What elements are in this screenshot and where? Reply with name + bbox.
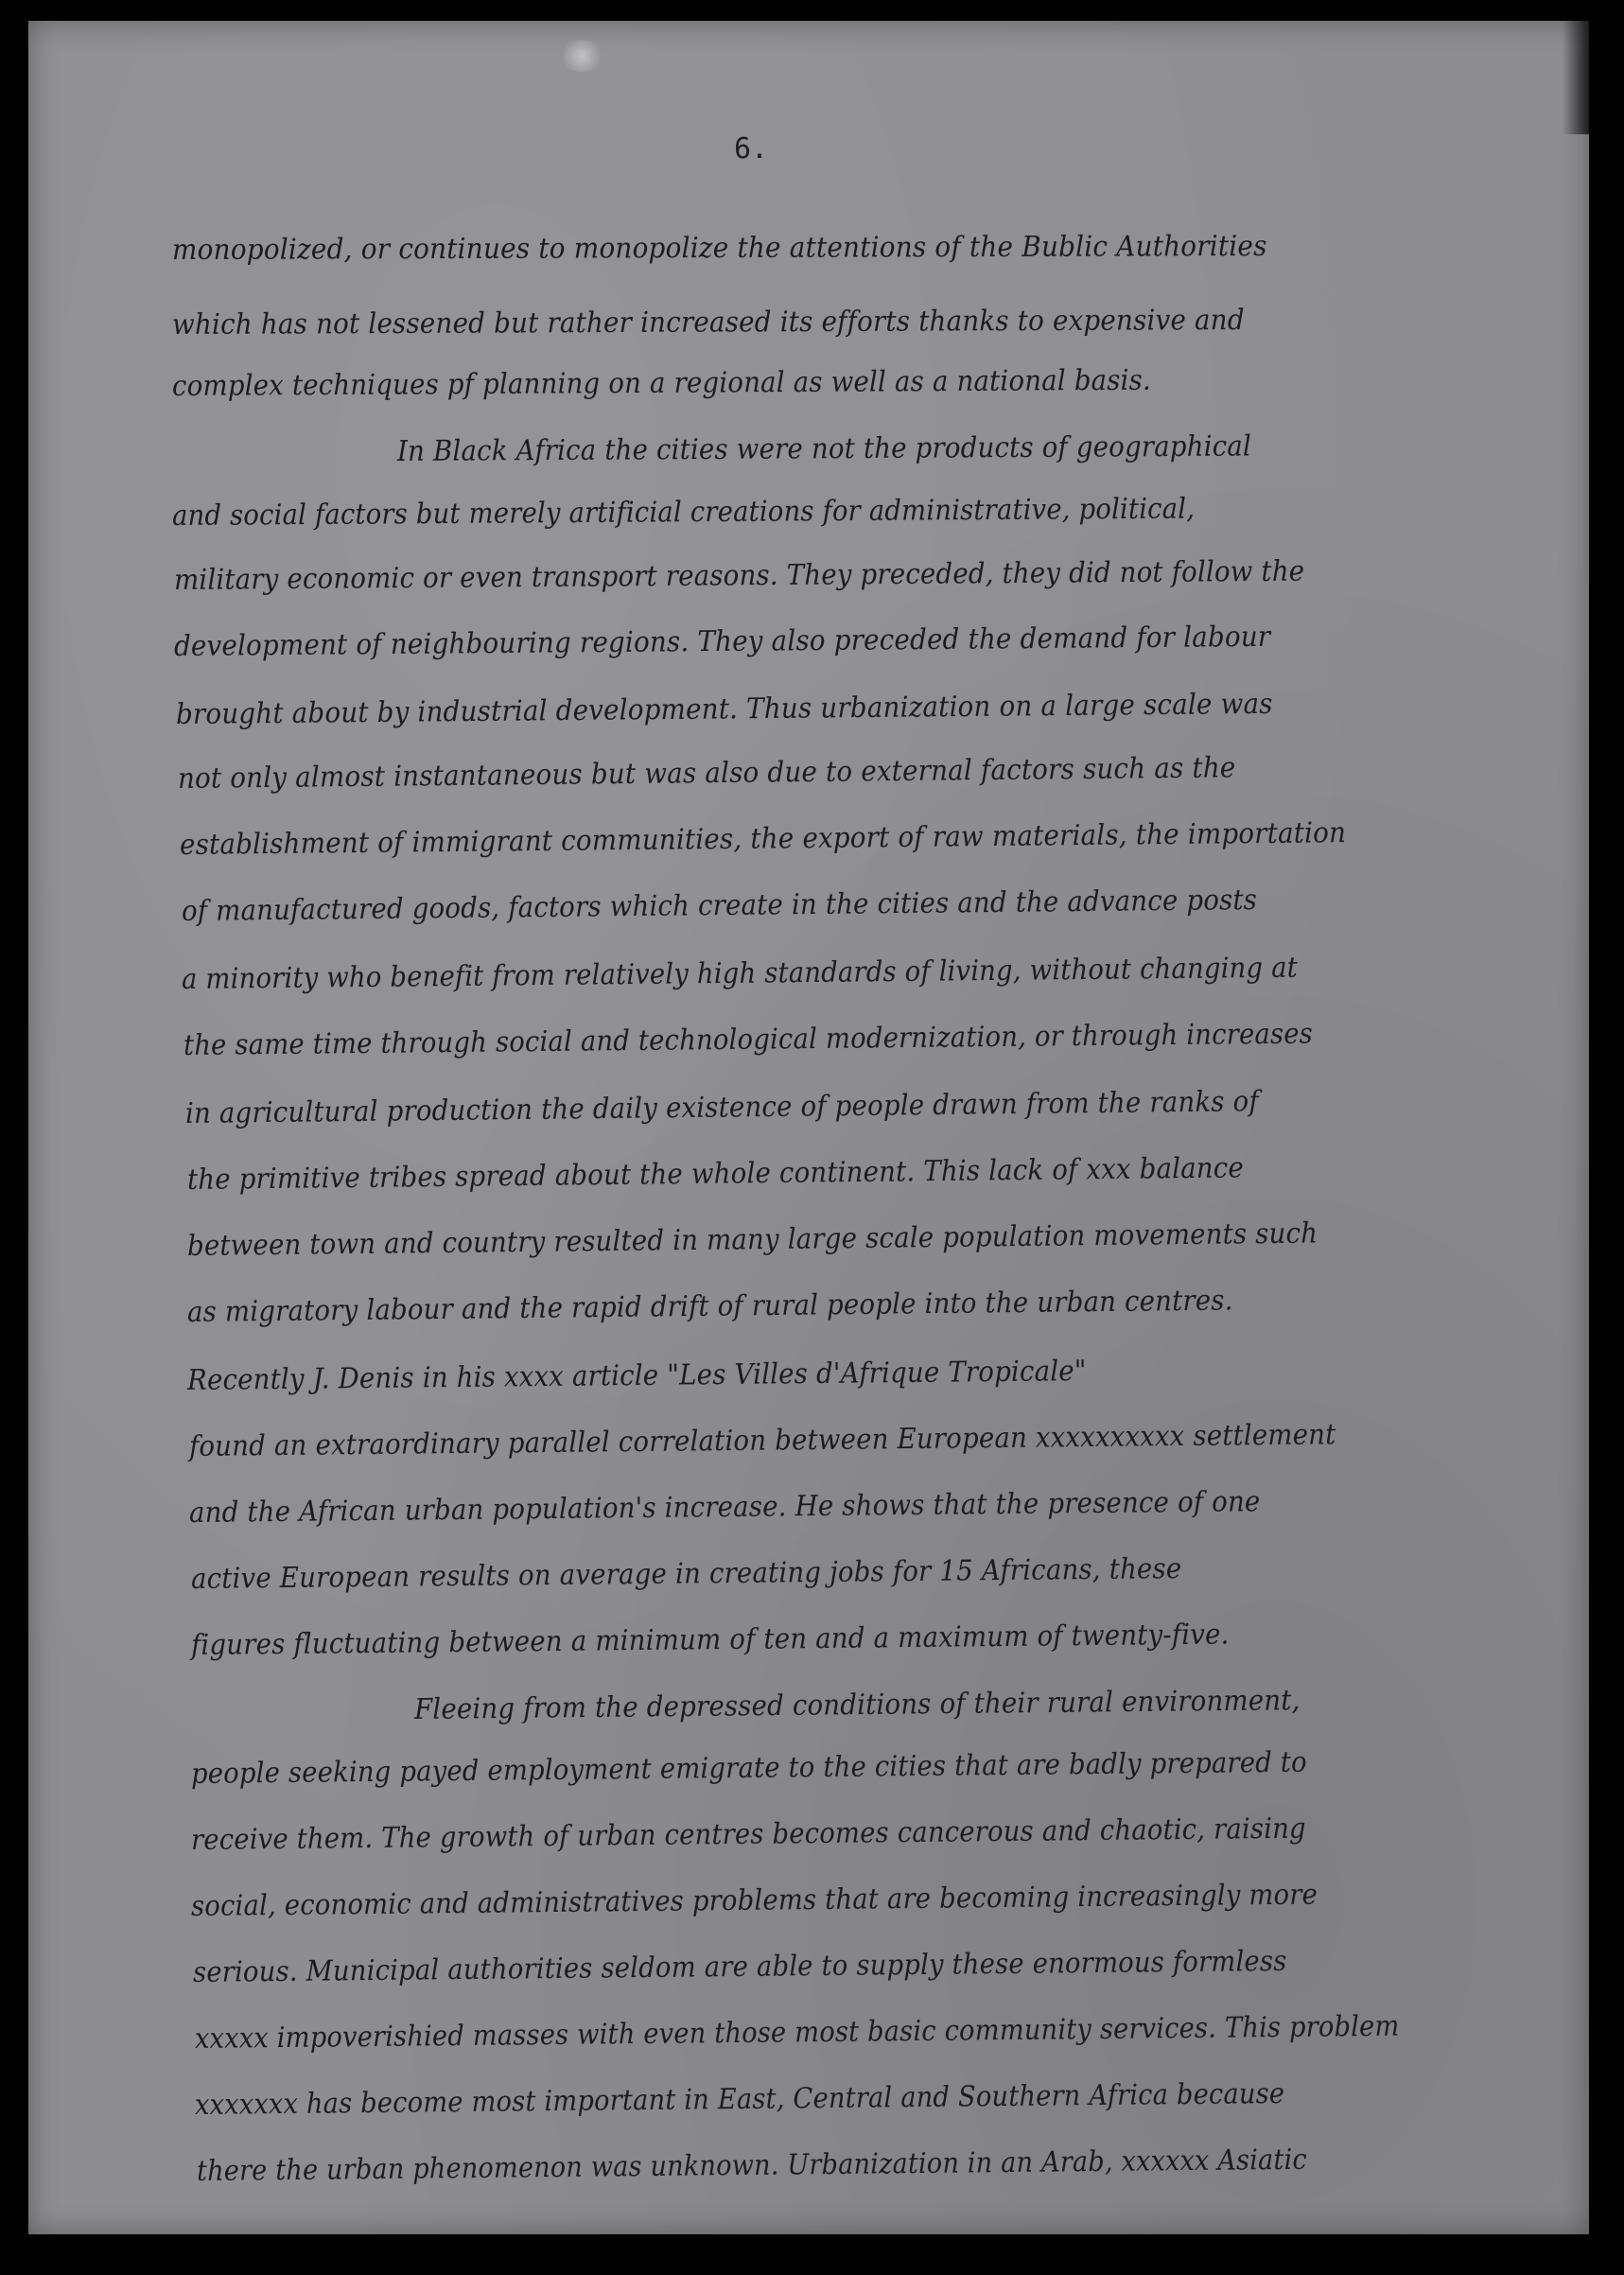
- text-line: not only almost instantaneous but was also due to external factors such as the: [177, 751, 1236, 796]
- text-line: a minority who benefit from relatively high standards of living, without changing at: [181, 951, 1299, 996]
- text-line: there the urban phenomenon was unknown. Urbanization in an Arab, xxxxxx Asiatic: [196, 2143, 1307, 2188]
- text-line: and the African urban population's increase. He shows that the presence of one: [188, 1485, 1261, 1530]
- text-line: receive them. The growth of urban centres becomes cancerous and chaotic, raising: [190, 1811, 1306, 1857]
- text-line: social, economic and administratives problems that are becoming increasingly more: [190, 1878, 1318, 1923]
- text-line: people seeking payed employment emigrate to the cities that are badly prepared to: [190, 1745, 1307, 1791]
- text-line: xxxxxxx has become most important in East, Central and Southern Africa because: [194, 2076, 1285, 2122]
- text-line: as migratory labour and the rapid drift of rural people into the urban centres.: [186, 1284, 1233, 1329]
- text-line: xxxxx impoverishied masses with even those most basic community services. This problem: [194, 2009, 1400, 2056]
- page-number: 6.: [734, 132, 769, 166]
- text-line: Recently J. Denis in his xxxx article "Les Villes d'Afrique Tropicale": [186, 1355, 1087, 1397]
- text-line: brought about by industrial development. Thus urbanization on a large scale was: [175, 687, 1273, 731]
- text-line: and social factors but merely artificial creations for administrative, political,: [171, 492, 1196, 533]
- text-line: figures fluctuating between a minimum of ten and a maximum of twenty-five.: [190, 1618, 1230, 1662]
- text-line: of manufactured goods, factors which create in the cities and the advance posts: [181, 884, 1258, 928]
- text-line: In Black Africa the cities were not the products of geographical: [396, 429, 1252, 468]
- text-line: between town and country resulted in many large scale population movements such: [186, 1216, 1318, 1263]
- text-line: the primitive tribes spread about the whole continent. This lack of xxx balance: [186, 1151, 1245, 1197]
- text-line: military economic or even transport reasons. They preceded, they did not follow the: [173, 554, 1305, 597]
- text-line: development of neighbouring regions. They also preceded the demand for labour: [173, 620, 1271, 663]
- text-line: the same time through social and technological modernization, or through increases: [183, 1017, 1314, 1062]
- text-line: which has not lessened but rather increased its efforts thanks to expensive and: [171, 304, 1245, 341]
- text-line: found an extraordinary parallel correlation between European xxxxxxxxxx settlement: [188, 1418, 1336, 1463]
- text-line: serious. Municipal authorities seldom are able to supply these enormous formless: [192, 1944, 1287, 1989]
- text-line: Fleeing from the depressed conditions of their rural environment,: [413, 1684, 1301, 1726]
- text-line: monopolized, or continues to monopolize the attentions of the Bublic Authorities: [171, 229, 1267, 267]
- page-corner-shadow: [1563, 21, 1589, 134]
- text-line: establishment of immigrant communities, the export of raw materials, the importation: [179, 816, 1347, 862]
- paper-tear-mark: [558, 40, 605, 72]
- text-line: complex techniques pf planning on a regional as well as a national basis.: [171, 363, 1152, 403]
- text-line: in agricultural production the daily existence of people drawn from the ranks of: [184, 1085, 1259, 1130]
- text-line: active European results on average in creating jobs for 15 Africans, these: [190, 1552, 1182, 1596]
